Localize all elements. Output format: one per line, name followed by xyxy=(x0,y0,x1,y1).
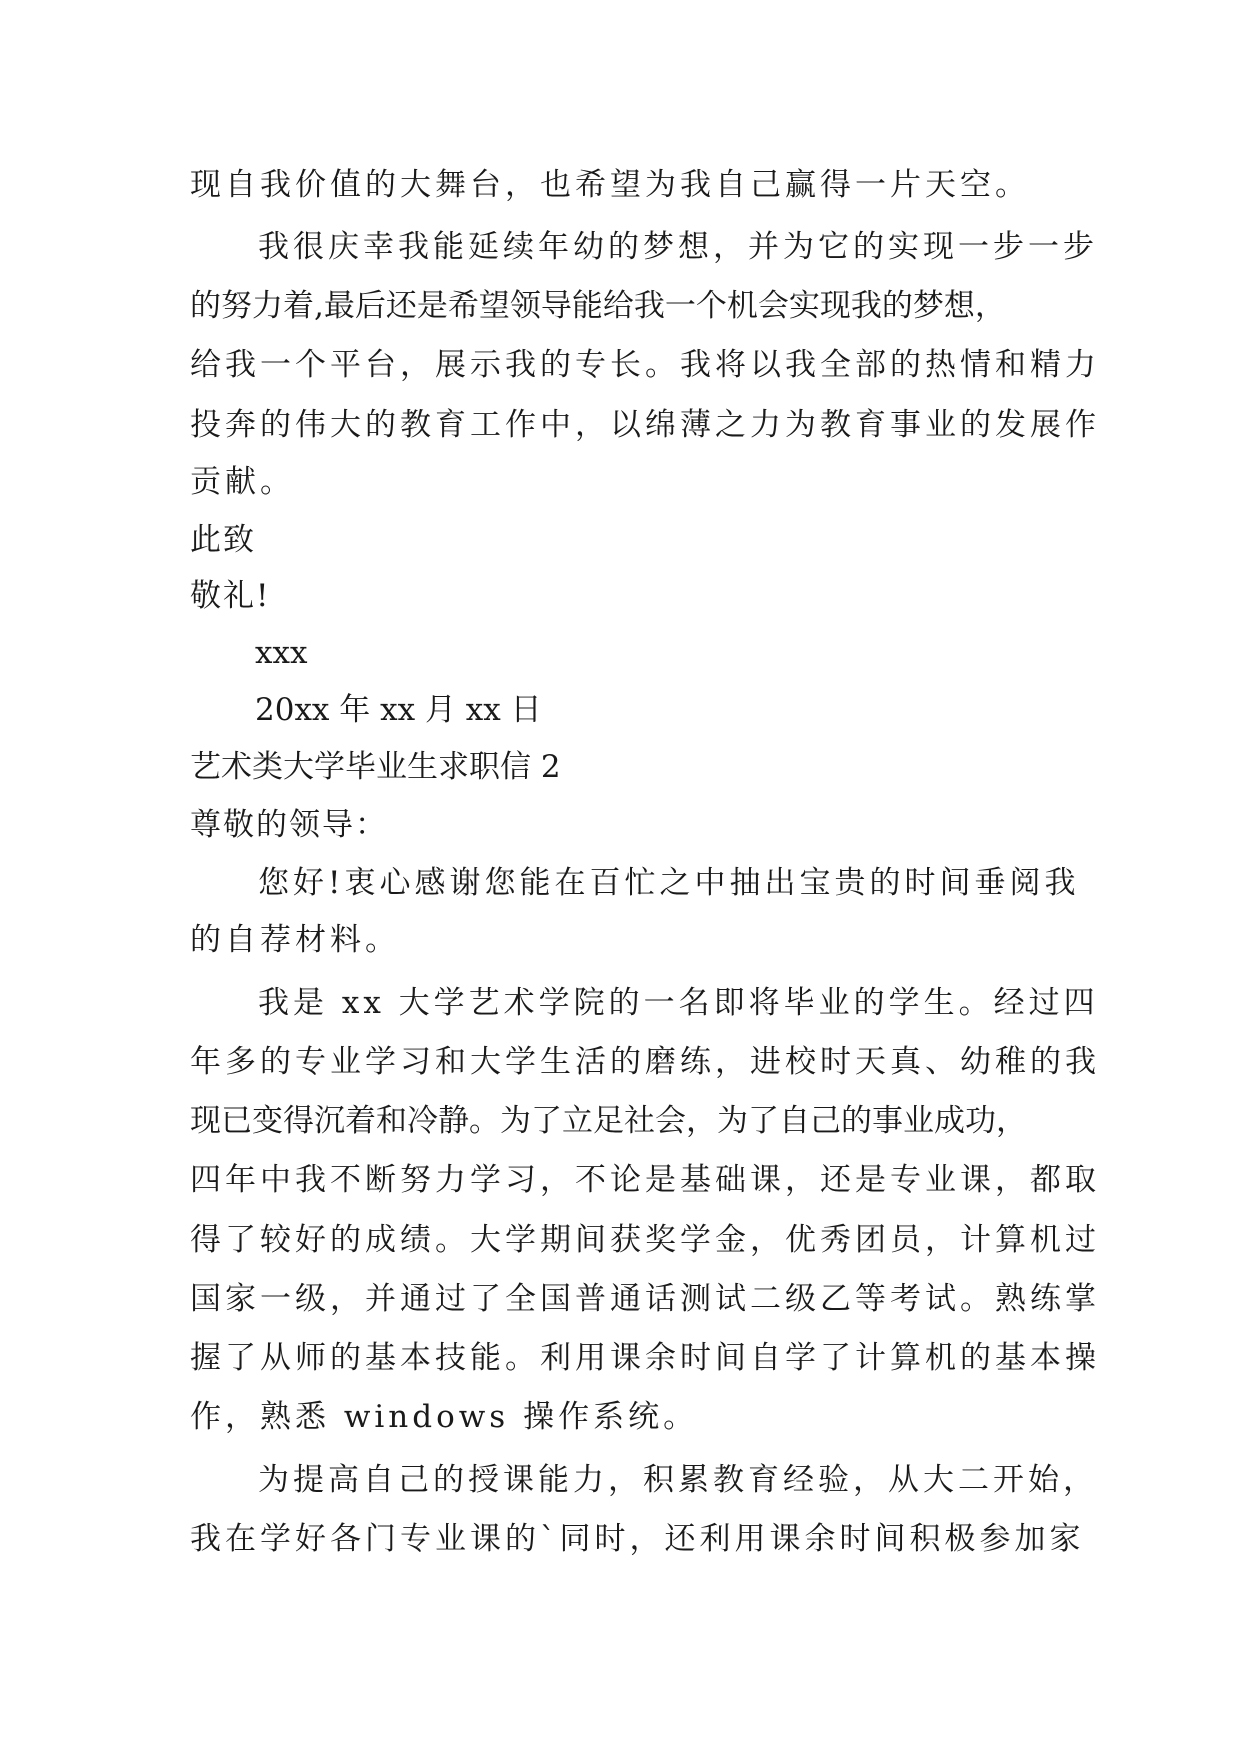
text-line: 得了较好的成绩。大学期间获奖学金，优秀团员，计算机过 xyxy=(190,1222,1100,1258)
text-line: 为提高自己的授课能力，积累教育经验，从大二开始， xyxy=(258,1462,1098,1498)
greeting-line: 尊敬的领导： xyxy=(190,807,388,843)
text-line: 的自荐材料。 xyxy=(190,922,400,958)
text-line: 作，熟悉 windows 操作系统。 xyxy=(190,1399,699,1435)
text-line: 您好!衷心感谢您能在百忙之中抽出宝贵的时间垂阅我 xyxy=(258,865,1080,901)
text-line: 给我一个平台，展示我的专长。我将以我全部的热情和精力 xyxy=(190,347,1100,383)
text-line: 国家一级，并通过了全国普通话测试二级乙等考试。熟练掌 xyxy=(190,1281,1100,1317)
text-line: 现自我价值的大舞台，也希望为我自己赢得一片天空。 xyxy=(190,167,1030,203)
text-line: 四年中我不断努力学习，不论是基础课，还是专业课，都取 xyxy=(190,1162,1100,1198)
text-line: 现已变得沉着和冷静。为了立足社会，为了自己的事业成功， xyxy=(190,1103,1027,1139)
regards-line: 敬礼! xyxy=(190,578,271,614)
text-line: 贡献。 xyxy=(190,464,295,500)
text-line: 我很庆幸我能延续年幼的梦想，并为它的实现一步一步 xyxy=(258,229,1098,265)
signature-name: xxx xyxy=(255,635,308,671)
text-line: 投奔的伟大的教育工作中，以绵薄之力为教育事业的发展作 xyxy=(190,407,1100,443)
text-line: 我在学好各门专业课的`同时，还利用课余时间积极参加家 xyxy=(190,1521,1085,1557)
signature-date: 20xx 年 xx 月 xx 日 xyxy=(255,692,542,728)
text-line: 年多的专业学习和大学生活的磨练，进校时天真、幼稚的我 xyxy=(190,1044,1100,1080)
text-line: 我是 xx 大学艺术学院的一名即将毕业的学生。经过四 xyxy=(258,985,1099,1021)
text-line: 的努力着,最后还是希望领导能给我一个机会实现我的梦想， xyxy=(190,288,1006,324)
letter-title: 艺术类大学毕业生求职信 2 xyxy=(190,749,561,785)
text-line: 握了从师的基本技能。利用课余时间自学了计算机的基本操 xyxy=(190,1340,1100,1376)
closing-line: 此致 xyxy=(190,522,256,558)
